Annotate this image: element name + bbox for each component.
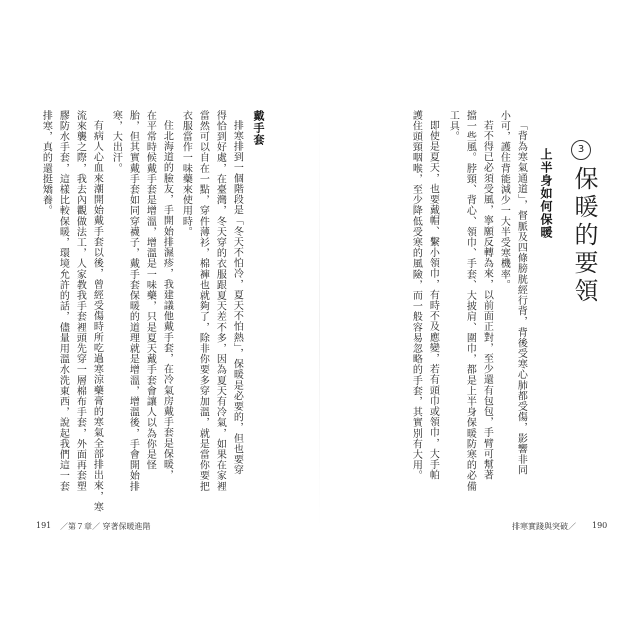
- chapter-title: 保暖的要領: [570, 166, 598, 306]
- left-paragraph-line: 衣服當作一味藥來使用時。: [180, 110, 192, 238]
- page-gutter: [319, 110, 320, 530]
- right-paragraph-line: 「背為寒氣通道」，督脈及四條膀胱經行背，背後受寒心肺都受傷，影響非同: [515, 120, 527, 476]
- page-number-right: 190: [592, 521, 608, 530]
- left-paragraph-line: 寒，大出汗。: [110, 110, 122, 174]
- right-paragraph-line: 若不得已必須受風，寧願反轉為來，以前面正對，至少還有包包，手臂可幫著: [481, 120, 493, 481]
- right-paragraph-line: 工具。: [447, 110, 459, 142]
- page-number-left: 191: [36, 521, 52, 530]
- running-footer-left: ／第７章／ 穿著保暖進階: [60, 522, 151, 531]
- right-paragraph-line: 即使是夏天，也要戴帽、繫小領巾，有時不及應變，若有頭巾或領巾，大手帕: [427, 120, 439, 481]
- left-paragraph-line: 有病人心血來潮開始戴手套以後，曾經受傷時所吃過寒涼藥膏的寒氣全部排出來，寒: [91, 120, 103, 513]
- left-paragraph-line: 得恰到好處，在臺灣，冬天穿的衣服跟夏天差不多，因為夏天有冷氣，如果在家裡: [214, 110, 226, 492]
- running-footer-right: 排寒實踐與突破／: [512, 522, 576, 531]
- left-paragraph-line: 住北海道的臉友，手開始排濕疹，我建議他戴手套，在冷氣房戴手套是保暖，: [161, 120, 173, 481]
- right-paragraph-line: 小可，護住背能減少一大半受寒機率。: [498, 110, 510, 291]
- left-paragraph-line: 膠防水手套，這樣比較保暖，環境允許的話，儘量用溫水洗東西，說起我們這一套: [57, 110, 69, 492]
- left-paragraph-line: 胎，但其實戴手套如同穿襪子，戴手套保暖的道理就是增溫，增溫後，手會開始排: [127, 110, 139, 492]
- section-heading: 上半身如何保暖: [539, 148, 553, 239]
- right-paragraph-line: 護住頭頸咽喉，至少降低受寒的風險，而一般容易忽略的手套，其實別有大用。: [410, 110, 422, 481]
- chapter-number-badge: 3: [571, 140, 591, 160]
- left-paragraph-line: 排寒，真的還挺矯養。: [40, 110, 52, 216]
- subheading: 戴手套: [252, 110, 265, 146]
- left-paragraph-line: 當然可以自在一點，穿件薄衫，棉褲也就夠了，除非你要多穿加溫，就是當你要把: [197, 110, 209, 492]
- left-paragraph-line: 在平常時候戴手套是增溫，增溫是一味藥，只是夏天戴手套會讓人以為你是怪: [144, 110, 156, 471]
- right-paragraph-line: 擋一些風。脖頸、背心、領巾、手套、大披肩、圍巾，都是上半身保暖防寒的必備: [464, 110, 476, 492]
- left-paragraph-line: 排寒排到一個階段是「冬天不怕冷，夏天不怕熱」，保暖是必要的，但也要穿: [231, 120, 243, 476]
- left-paragraph-line: 流來襲之際，我去內觀做法工，人家教我手套裡頭先穿一層棉布手套，外面再套塑: [74, 110, 86, 492]
